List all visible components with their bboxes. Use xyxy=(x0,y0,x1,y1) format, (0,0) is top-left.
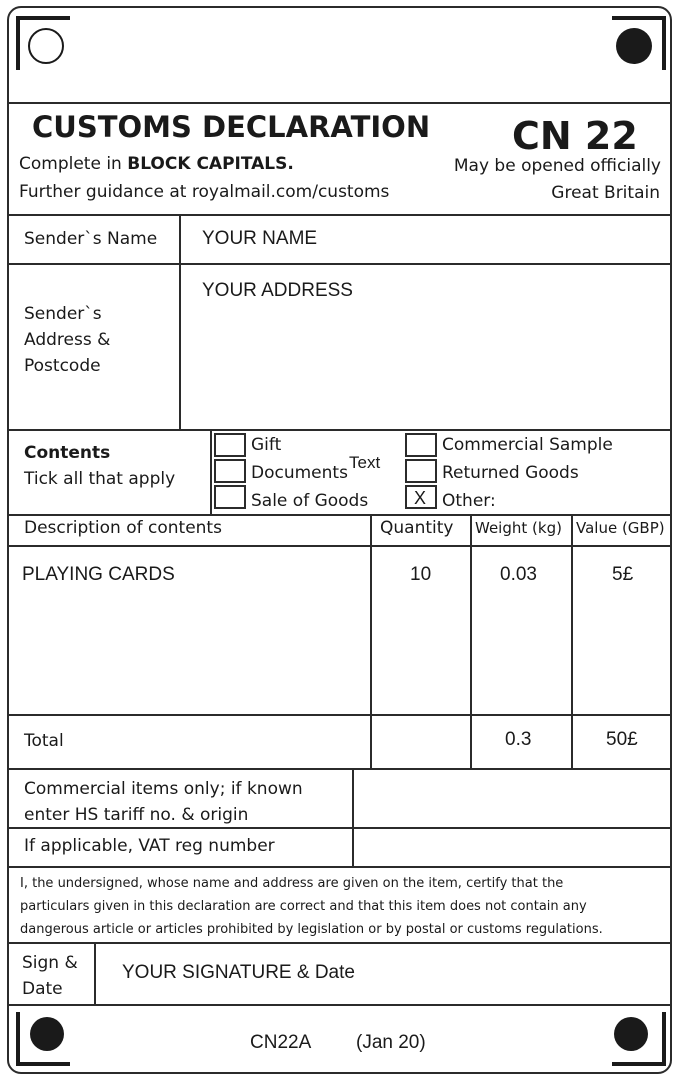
item-value-field[interactable]: 5£ xyxy=(612,564,634,585)
table-col-divider-1 xyxy=(370,514,372,768)
divider-total xyxy=(7,768,672,770)
documents-checkbox[interactable] xyxy=(214,459,246,483)
divider-sender-name xyxy=(7,263,672,265)
commercial-sample-label: Commercial Sample xyxy=(442,435,613,455)
hollow-circle-icon xyxy=(28,28,64,64)
returned-goods-checkbox[interactable] xyxy=(405,459,437,483)
footer-version: (Jan 20) xyxy=(356,1032,426,1053)
filled-circle-icon xyxy=(614,1017,648,1051)
item-description-field[interactable]: PLAYING CARDS xyxy=(22,564,175,585)
divider-header-bottom xyxy=(7,214,672,216)
vat-label: If applicable, VAT reg number xyxy=(24,836,275,856)
table-col-divider-3 xyxy=(571,514,573,768)
divider-header-top xyxy=(7,102,672,104)
item-quantity-field[interactable]: 10 xyxy=(410,564,432,585)
total-weight-field[interactable]: 0.3 xyxy=(505,729,532,750)
sender-name-label: Sender`s Name xyxy=(24,229,158,249)
header-value: Value (GBP) xyxy=(576,519,665,537)
contents-label: Contents xyxy=(24,443,111,463)
stray-text-annotation: Text xyxy=(349,453,381,472)
sender-column-divider xyxy=(179,214,181,429)
sender-address-label: Sender`s Address & Postcode xyxy=(24,304,111,376)
tariff-column-divider xyxy=(352,768,354,866)
guidance-text: Further guidance at royalmail.com/customs xyxy=(19,182,390,202)
contents-column-divider xyxy=(210,429,212,514)
sender-address-field[interactable]: YOUR ADDRESS xyxy=(202,280,353,301)
divider-signature xyxy=(7,1004,672,1006)
commercial-sample-checkbox[interactable] xyxy=(405,433,437,457)
table-col-divider-2 xyxy=(470,514,472,768)
sale-of-goods-checkbox[interactable] xyxy=(214,485,246,509)
filled-circle-icon xyxy=(30,1017,64,1051)
header-description: Description of contents xyxy=(24,518,222,538)
header-weight: Weight (kg) xyxy=(475,519,562,537)
form-code: CN 22 xyxy=(512,114,638,158)
gift-checkbox[interactable] xyxy=(214,433,246,457)
signature-column-divider xyxy=(94,942,96,1004)
certification-statement: I, the undersigned, whose name and address are given on the item, certify that the particulars given in this declaration are correct and that this item does not contain any dangerous article or articles prohibited by legislation or by postal or customs regulations. xyxy=(20,876,603,937)
tariff-label: Commercial items only; if known enter HS tariff no. & origin xyxy=(24,779,303,825)
opened-officially-note: May be opened officially xyxy=(453,156,661,176)
footer-form-code: CN22A xyxy=(250,1032,312,1053)
divider-sender-address xyxy=(7,429,672,431)
form-title: CUSTOMS DECLARATION xyxy=(32,110,431,144)
total-label: Total xyxy=(24,731,64,751)
divider-vat xyxy=(7,866,672,868)
country-label: Great Britain xyxy=(551,183,660,203)
filled-circle-icon xyxy=(616,28,652,64)
divider-certification xyxy=(7,942,672,944)
item-weight-field[interactable]: 0.03 xyxy=(500,564,537,585)
gift-label: Gift xyxy=(251,435,282,455)
other-label: Other: xyxy=(442,491,496,511)
returned-goods-label: Returned Goods xyxy=(442,463,579,483)
signature-field[interactable]: YOUR SIGNATURE & Date xyxy=(122,962,355,983)
sender-name-field[interactable]: YOUR NAME xyxy=(202,228,318,249)
sale-of-goods-label: Sale of Goods xyxy=(251,491,369,511)
documents-label: Documents xyxy=(251,463,348,483)
header-quantity: Quantity xyxy=(380,518,454,538)
total-value-field[interactable]: 50£ xyxy=(606,729,638,750)
other-checkbox-mark: X xyxy=(414,488,427,508)
signature-label: Sign & Date xyxy=(22,953,78,999)
block-capitals-instruction: Complete in BLOCK CAPITALS. xyxy=(19,154,294,174)
contents-sublabel: Tick all that apply xyxy=(24,469,176,489)
